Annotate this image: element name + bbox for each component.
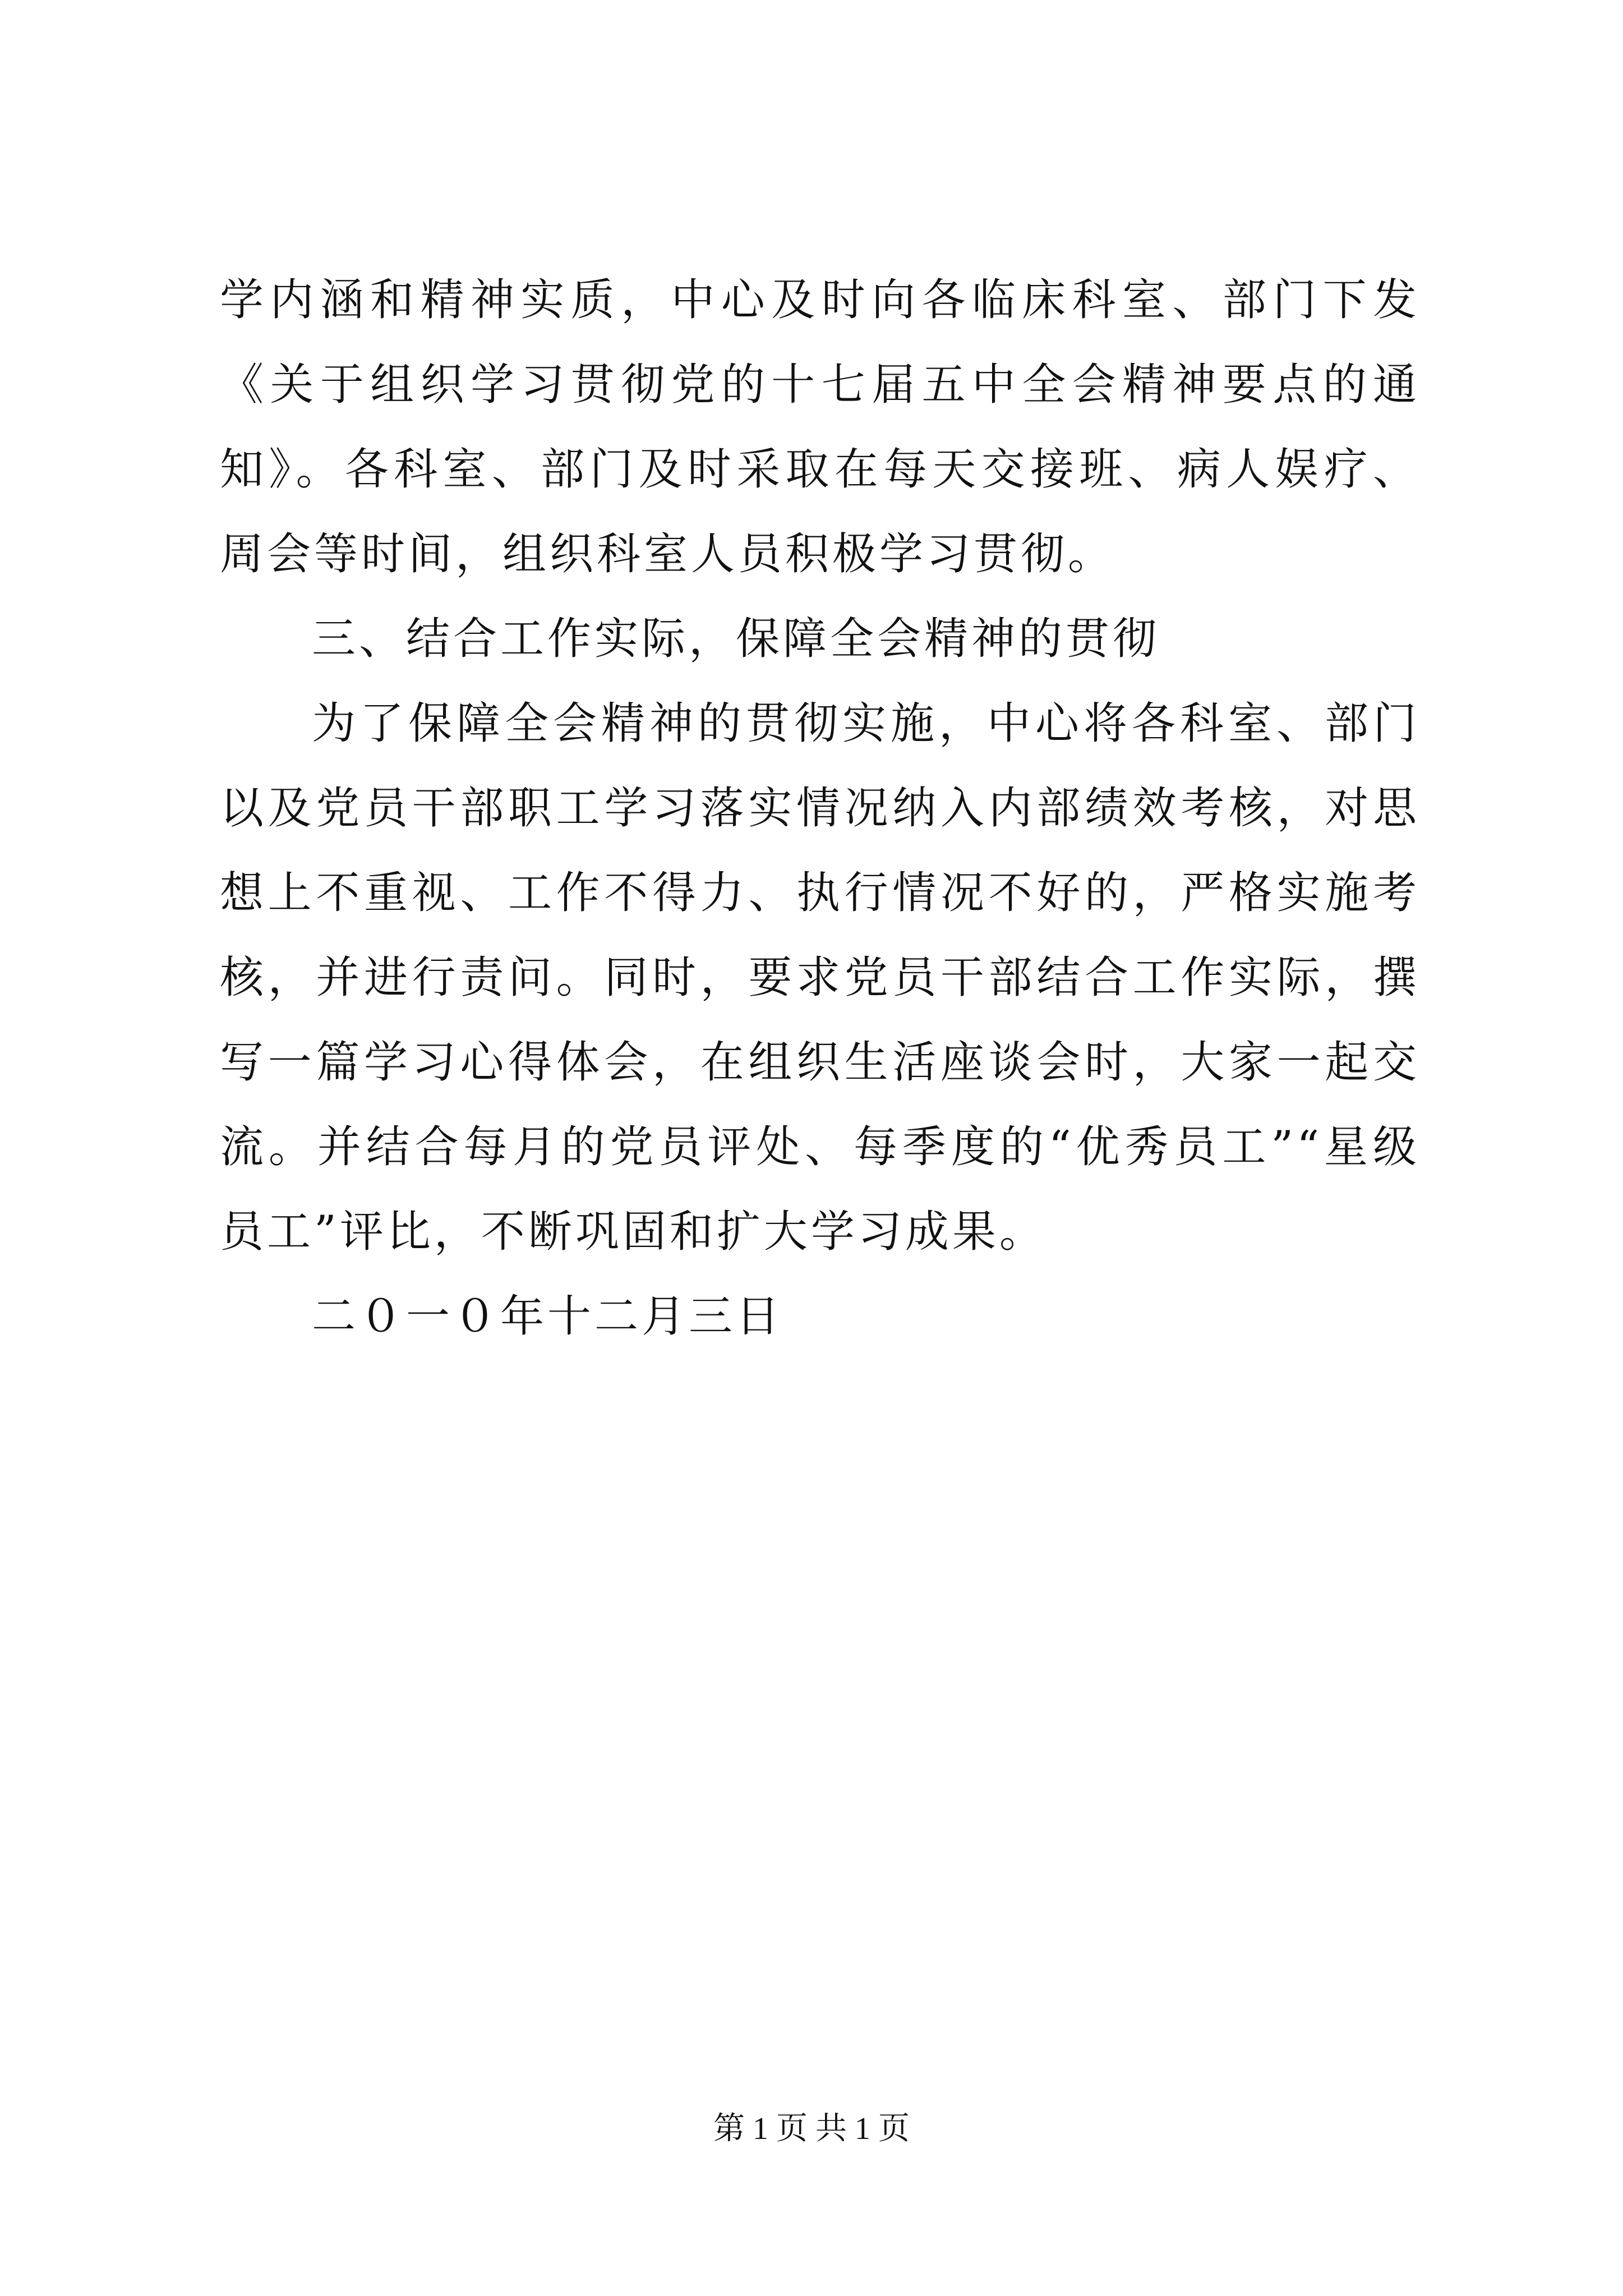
page-footer: 第 1 页 共 1 页 bbox=[713, 2111, 910, 2146]
document-date: 二０一０年十二月三日 bbox=[312, 1291, 783, 1342]
section-heading-three: 三、结合工作实际，保障全会精神的贯彻 bbox=[312, 614, 1160, 664]
paragraph-implementation: 为了保障全会精神的贯彻实施，中心将各科室、部门以及党员干部职工学习落实情况纳入内部绩效考核，对思想上不重视、工作不得力、执行情况不好的，严格实施考核，并进行责问。同时，要求党员干部结合工作实际，撰写一篇学习心得体会，在组织生活座谈会时，大家一起交流。并结合每月的党员评处、每季度的“优秀员工”“星级员工”评比，不断巩固和扩大学习成果。 bbox=[220, 698, 1420, 1257]
document-body bbox=[220, 258, 1420, 1359]
paragraph-continued: 学内涵和精神实质，中心及时向各临床科室、部门下发《关于组织学习贯彻党的十七届五中全会精神要点的通知》。各科室、部门及时采取在每天交接班、病人娱疗、周会等时间，组织科室人员积极学习贯彻。 bbox=[220, 275, 1420, 579]
